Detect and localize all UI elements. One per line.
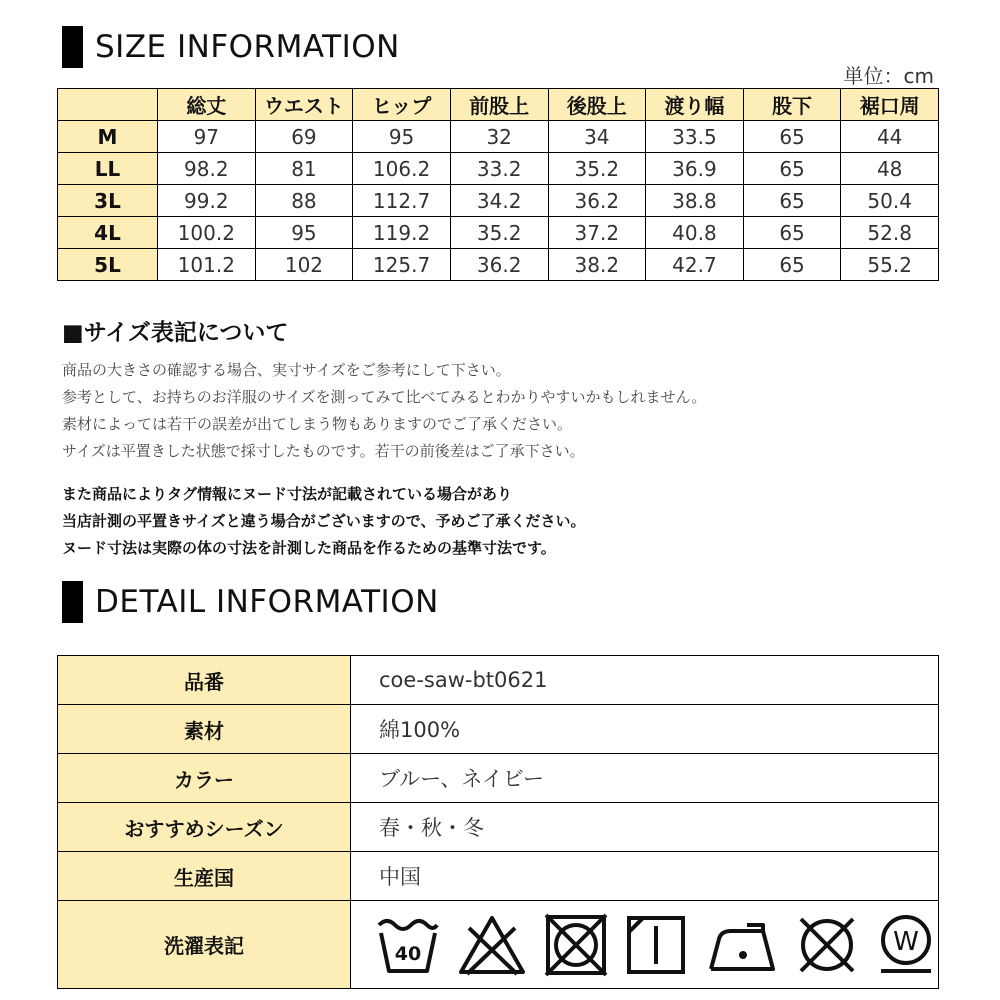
table-cell: 37.2 (548, 217, 646, 249)
detail-value: 中国 (351, 852, 939, 901)
table-cell: 125.7 (353, 249, 451, 281)
wash-40-icon (375, 913, 441, 977)
size-label: 3L (58, 185, 158, 217)
heading-bar (62, 26, 83, 68)
heading-text: SIZE INFORMATION (95, 29, 400, 65)
table-row (58, 153, 939, 185)
size-label: M (58, 121, 158, 153)
detail-label: カラー (58, 754, 351, 803)
table-cell: 119.2 (353, 217, 451, 249)
table-cell: 100.2 (158, 217, 256, 249)
column-header: ヒップ (353, 89, 451, 121)
size-table (57, 88, 939, 281)
table-row (58, 185, 939, 217)
note-line: 商品の大きさの確認する場合、実寸サイズをご参考にして下さい。 (62, 361, 511, 379)
column-header: 総丈 (158, 89, 256, 121)
table-cell: 48 (841, 153, 939, 185)
detail-row (58, 852, 939, 901)
size-information-heading (62, 26, 400, 68)
table-cell: 34.2 (450, 185, 548, 217)
size-label: LL (58, 153, 158, 185)
table-cell: 44 (841, 121, 939, 153)
size-table-header-row (58, 89, 939, 121)
care-symbols (351, 901, 939, 989)
column-header: 前股上 (450, 89, 548, 121)
detail-row-care (58, 901, 939, 989)
table-cell: 40.8 (646, 217, 744, 249)
detail-row (58, 754, 939, 803)
column-header: ウエスト (255, 89, 353, 121)
note-bold-line: 当店計測の平置きサイズと違う場合がございますので、予めご了承ください。 (62, 512, 586, 530)
note-bold-line: ヌード寸法は実際の体の寸法を計測した商品を作るための基準寸法です。 (62, 539, 556, 557)
detail-label: 洗濯表記 (58, 901, 351, 989)
table-cell: 65 (743, 121, 841, 153)
heading-text: DETAIL INFORMATION (95, 584, 439, 620)
table-cell: 34 (548, 121, 646, 153)
table-cell: 33.5 (646, 121, 744, 153)
detail-row (58, 803, 939, 852)
table-cell: 35.2 (548, 153, 646, 185)
table-cell: 65 (743, 153, 841, 185)
table-cell: 102 (255, 249, 353, 281)
note-bold-line: また商品によりタグ情報にヌード寸法が記載されている場合があり (62, 485, 513, 503)
table-cell: 99.2 (158, 185, 256, 217)
detail-information-heading (62, 581, 439, 623)
table-cell: 65 (743, 217, 841, 249)
heading-bar (62, 581, 83, 623)
table-cell: 97 (158, 121, 256, 153)
detail-label: 生産国 (58, 852, 351, 901)
table-cell: 42.7 (646, 249, 744, 281)
table-cell: 36.2 (450, 249, 548, 281)
detail-table (57, 655, 939, 989)
table-cell: 38.8 (646, 185, 744, 217)
column-header: 後股上 (548, 89, 646, 121)
table-cell: 98.2 (158, 153, 256, 185)
table-cell: 95 (353, 121, 451, 153)
wash-temp-text: 40 (394, 942, 422, 965)
no-bleach-icon (457, 914, 527, 976)
column-header: 渡り幅 (646, 89, 744, 121)
detail-label: おすすめシーズン (58, 803, 351, 852)
table-cell: 81 (255, 153, 353, 185)
detail-value: 春・秋・冬 (351, 803, 939, 852)
size-label: 4L (58, 217, 158, 249)
detail-label: 素材 (58, 705, 351, 754)
detail-value: 綿100% (351, 705, 939, 754)
table-cell: 69 (255, 121, 353, 153)
size-label: 5L (58, 249, 158, 281)
table-cell: 88 (255, 185, 353, 217)
detail-value: ブルー、ネイビー (351, 754, 939, 803)
table-row (58, 217, 939, 249)
no-dry-clean-icon (795, 913, 859, 977)
table-row (58, 121, 939, 153)
table-cell: 101.2 (158, 249, 256, 281)
note-line: 参考として、お持ちのお洋服のサイズを測ってみて比べてみるとわかりやすいかもしれません。 (62, 388, 707, 406)
column-header: 股下 (743, 89, 841, 121)
table-cell: 35.2 (450, 217, 548, 249)
table-cell: 65 (743, 249, 841, 281)
unit-label: 単位：cm (843, 64, 934, 88)
table-cell: 36.9 (646, 153, 744, 185)
detail-row (58, 705, 939, 754)
table-cell: 55.2 (841, 249, 939, 281)
iron-low-icon (703, 917, 779, 973)
table-cell: 112.7 (353, 185, 451, 217)
table-cell: 65 (743, 185, 841, 217)
size-notes-emphasis (62, 481, 586, 562)
size-notes-title: ■サイズ表記について (62, 320, 289, 346)
table-row (58, 249, 939, 281)
no-tumble-dry-icon (543, 912, 609, 978)
wet-clean-letter: W (893, 926, 919, 957)
table-cell: 38.2 (548, 249, 646, 281)
detail-value: coe-saw-bt0621 (351, 656, 939, 705)
wet-clean-icon (875, 913, 937, 977)
detail-row (58, 656, 939, 705)
table-cell: 32 (450, 121, 548, 153)
detail-label: 品番 (58, 656, 351, 705)
table-cell: 95 (255, 217, 353, 249)
table-cell: 106.2 (353, 153, 451, 185)
table-cell: 50.4 (841, 185, 939, 217)
size-notes-body (62, 357, 706, 465)
table-cell: 52.8 (841, 217, 939, 249)
table-cell: 33.2 (450, 153, 548, 185)
column-header: 裾口周 (841, 89, 939, 121)
note-line: 素材によっては若干の誤差が出てしまう物もありますのでご了承ください。 (62, 415, 573, 433)
line-dry-icon (625, 914, 687, 976)
size-table-corner (58, 89, 158, 121)
note-line: サイズは平置きした状態で採寸したものです。若干の前後差はご了承下さい。 (62, 442, 585, 460)
table-cell: 36.2 (548, 185, 646, 217)
